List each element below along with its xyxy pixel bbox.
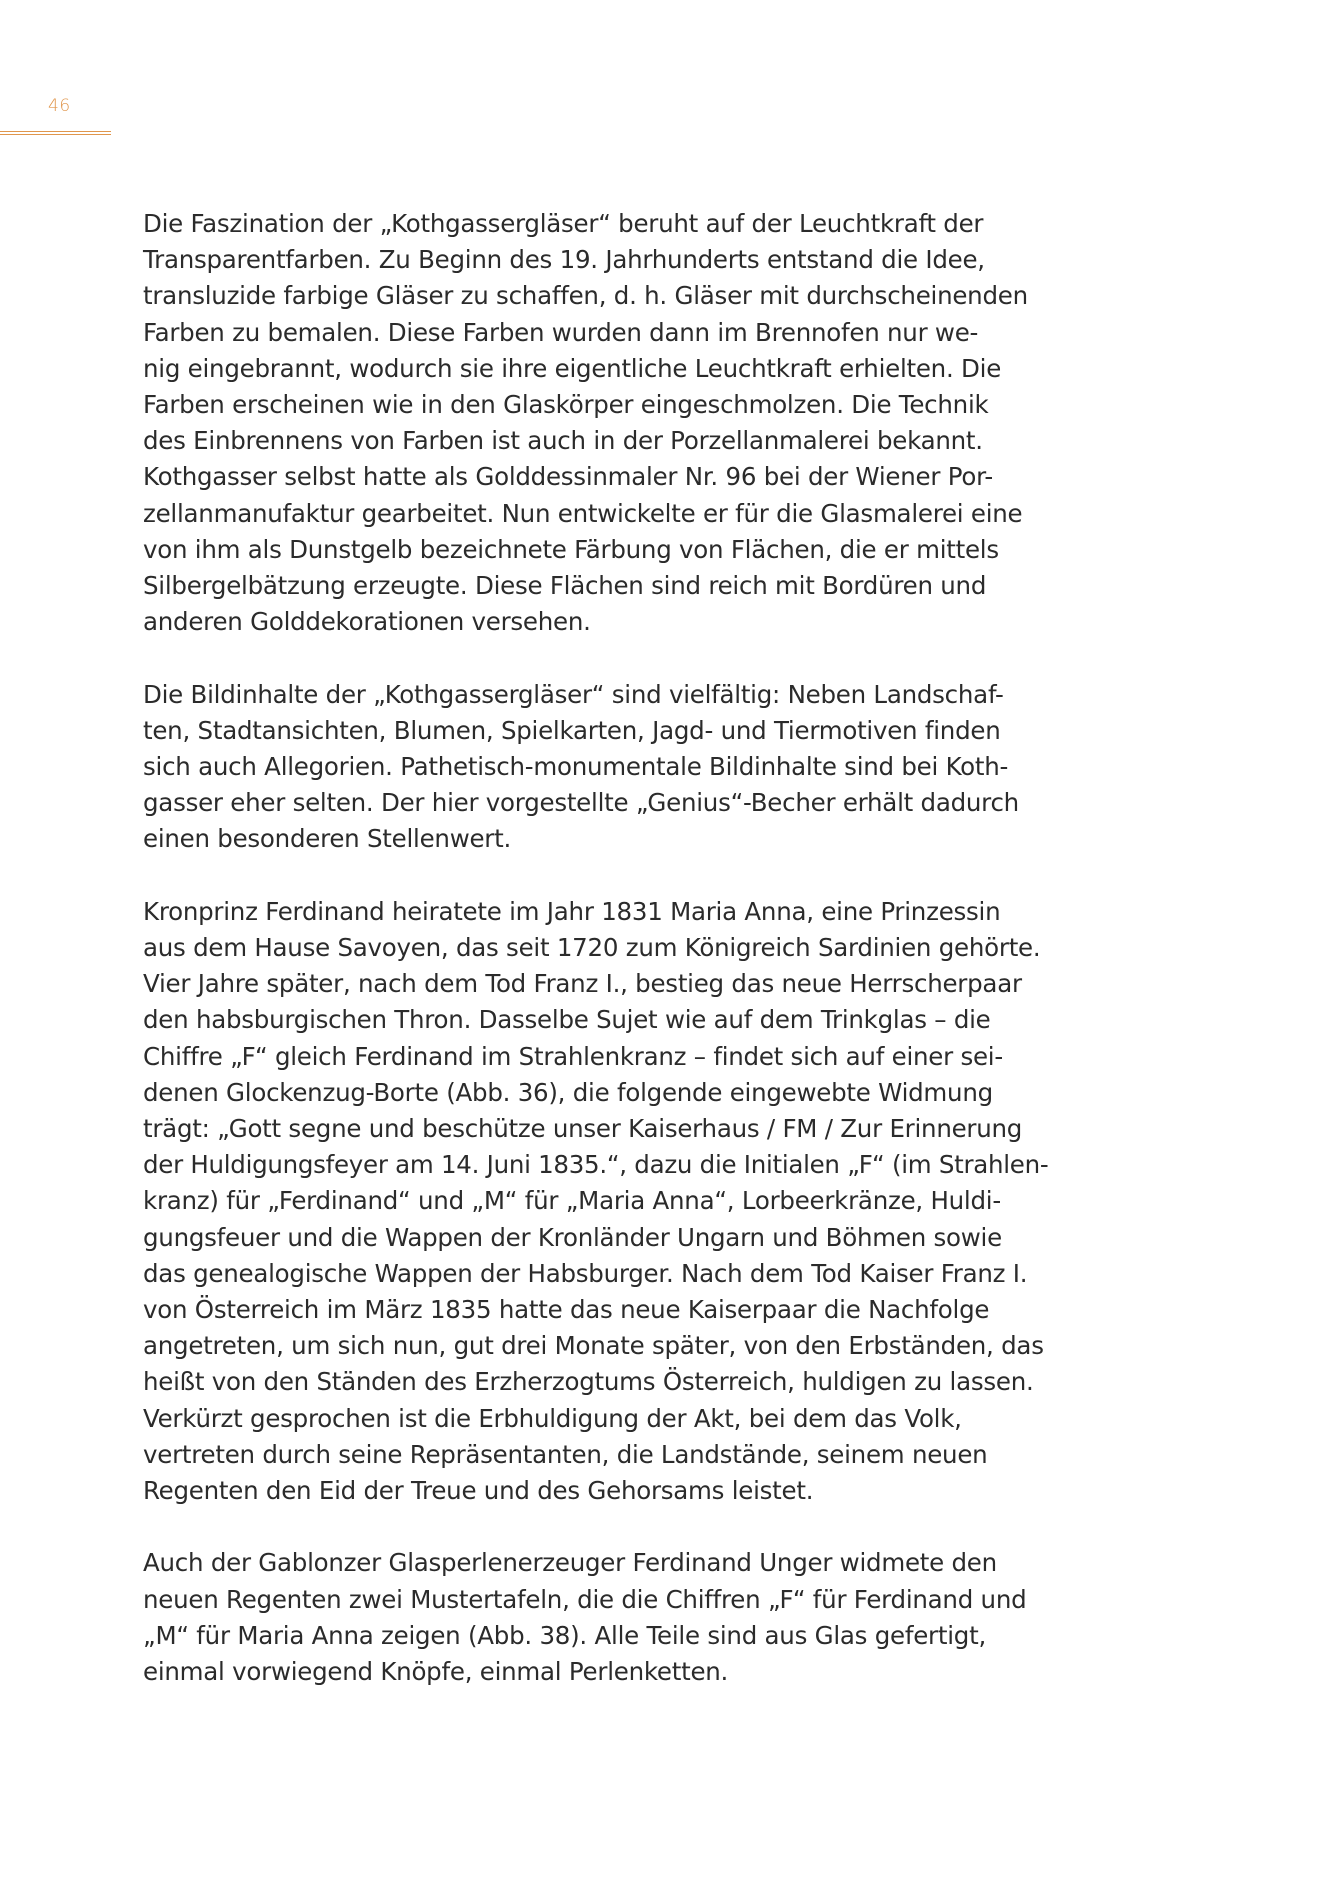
text-line: das genealogische Wappen der Habsburger. Nach dem Tod Kaiser Franz I. [143, 1258, 1028, 1288]
text-line: Regenten den Eid der Treue und des Gehorsams leistet. [143, 1476, 814, 1506]
text-line: den habsburgischen Thron. Dasselbe Sujet wie auf dem Trinkglas – die [143, 1005, 991, 1035]
text-line: von ihm als Dunstgelb bezeichnete Färbung von Flächen, die er mittels [143, 534, 999, 564]
paragraph-3 [143, 894, 1048, 1509]
text-line: trägt: „Gott segne und beschütze unser Kaiserhaus / FM / Zur Erinnerung [143, 1114, 1023, 1144]
text-line: Kronprinz Ferdinand heiratete im Jahr 1831 Maria Anna, eine Prinzessin [143, 896, 1001, 926]
paragraph-4 [143, 1545, 1048, 1690]
text-line: von Österreich im März 1835 hatte das neue Kaiserpaar die Nachfolge [143, 1295, 990, 1325]
text-line: der Huldigungsfeyer am 14. Juni 1835.“, dazu die Initialen „F“ (im Strahlen- [143, 1150, 1049, 1180]
text-line: transluzide farbige Gläser zu schaffen, d. h. Gläser mit durchscheinenden [143, 281, 1028, 311]
body-text [143, 206, 1048, 1726]
text-line: anderen Golddekorationen versehen. [143, 607, 591, 637]
text-line: Chiffre „F“ gleich Ferdinand im Strahlenkranz – findet sich auf einer sei- [143, 1041, 1003, 1071]
text-line: aus dem Hause Savoyen, das seit 1720 zum Königreich Sardinien gehörte. [143, 933, 1041, 963]
text-line: Vier Jahre später, nach dem Tod Franz I., bestieg das neue Herrscherpaar [143, 969, 1022, 999]
text-line: heißt von den Ständen des Erzherzogtums Österreich, huldigen zu lassen. [143, 1367, 1034, 1397]
text-line: angetreten, um sich nun, gut drei Monate später, von den Erbständen, das [143, 1331, 1044, 1361]
text-line: sich auch Allegorien. Pathetisch-monumentale Bildinhalte sind bei Koth- [143, 752, 1009, 782]
text-line: neuen Regenten zwei Mustertafeln, die die Chiffren „F“ für Ferdinand und [143, 1584, 1027, 1614]
text-line: ten, Stadtansichten, Blumen, Spielkarten, Jagd- und Tiermotiven finden [143, 715, 1001, 745]
page-number-rule [0, 131, 111, 136]
text-line: kranz) für „Ferdinand“ und „M“ für „Maria Anna“, Lorbeerkränze, Huldi- [143, 1186, 1001, 1216]
text-line: zellanmanufaktur gearbeitet. Nun entwickelte er für die Glasmalerei eine [143, 498, 1023, 528]
text-line: Silbergelbätzung erzeugte. Diese Flächen sind reich mit Bordüren und [143, 571, 987, 601]
text-line: einmal vorwiegend Knöpfe, einmal Perlenketten. [143, 1657, 729, 1687]
text-line: gungsfeuer und die Wappen der Kronländer Ungarn und Böhmen sowie [143, 1222, 1002, 1252]
text-line: Verkürzt gesprochen ist die Erbhuldigung der Akt, bei dem das Volk, [143, 1403, 962, 1433]
text-line: nig eingebrannt, wodurch sie ihre eigentliche Leuchtkraft erhielten. Die [143, 353, 1002, 383]
text-line: Die Faszination der „Kothgassergläser“ beruht auf der Leuchtkraft der [143, 209, 984, 238]
page-number: 46 [48, 96, 71, 116]
text-line: gasser eher selten. Der hier vorgestellte „Genius“-Becher erhält dadurch [143, 788, 1019, 818]
text-line: Farben zu bemalen. Diese Farben wurden dann im Brennofen nur we- [143, 317, 979, 347]
text-line: einen besonderen Stellenwert. [143, 824, 512, 854]
text-line: Transparentfarben. Zu Beginn des 19. Jahrhunderts entstand die Idee, [143, 245, 985, 275]
text-line: „M“ für Maria Anna zeigen (Abb. 38). Alle Teile sind aus Glas gefertigt, [143, 1620, 986, 1650]
text-line: des Einbrennens von Farben ist auch in der Porzellanmalerei bekannt. [143, 426, 983, 456]
text-line: Die Bildinhalte der „Kothgassergläser“ sind vielfältig: Neben Landschaf- [143, 679, 1004, 709]
text-line: Auch der Gablonzer Glasperlenerzeuger Ferdinand Unger widmete den [143, 1548, 997, 1578]
text-line: vertreten durch seine Repräsentanten, die Landstände, seinem neuen [143, 1439, 988, 1469]
text-line: Farben erscheinen wie in den Glaskörper eingeschmolzen. Die Technik [143, 390, 989, 420]
text-line: denen Glockenzug-Borte (Abb. 36), die folgende eingewebte Widmung [143, 1077, 993, 1107]
paragraph-1 [143, 206, 1048, 640]
rule-line-top [0, 131, 111, 132]
rule-line-bottom [0, 134, 111, 135]
text-line: Kothgasser selbst hatte als Golddessinmaler Nr. 96 bei der Wiener Por- [143, 462, 993, 492]
paragraph-2 [143, 677, 1048, 858]
